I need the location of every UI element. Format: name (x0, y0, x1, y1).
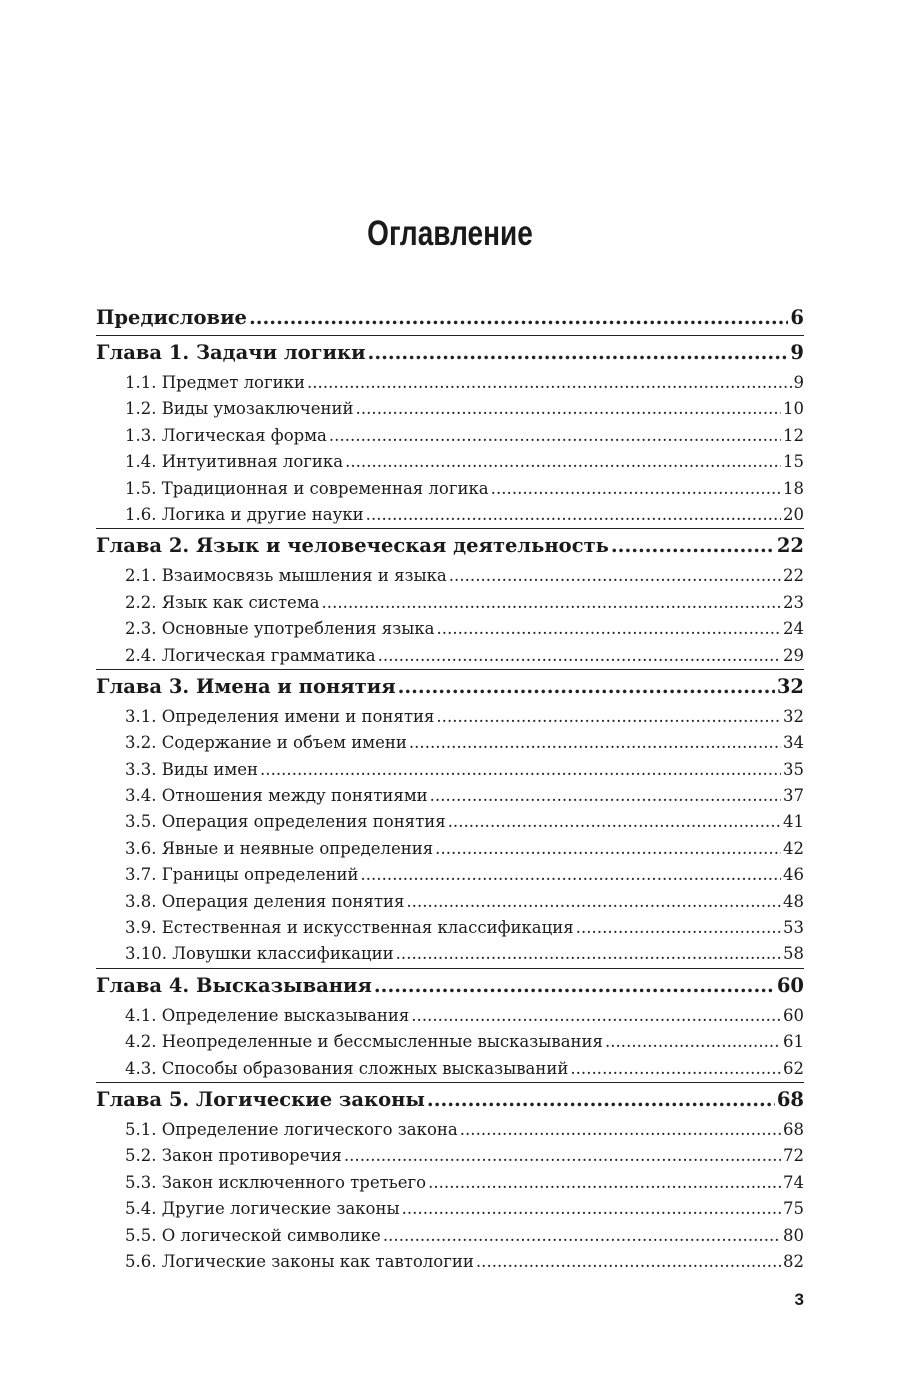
toc-section-title: 3.8. Операция деления понятия (125, 891, 405, 911)
toc-chapter-title: Предисловие (96, 306, 247, 329)
toc-chapter (96, 968, 804, 1082)
toc-section-page: 80 (783, 1225, 804, 1245)
toc-chapter-title: Глава 1. Задачи логики (96, 341, 366, 364)
toc-dot-leader (344, 1143, 781, 1169)
toc-section-entry[interactable] (96, 757, 804, 783)
toc-chapter-title: Глава 4. Высказывания (96, 973, 372, 997)
toc-section-page: 74 (783, 1172, 804, 1192)
toc-section-page: 15 (783, 452, 804, 472)
toc-dot-leader (378, 643, 781, 669)
toc-section-page: 9 (793, 373, 804, 392)
toc-section-title: 5.2. Закон противоречия (125, 1146, 342, 1166)
toc-section-entry[interactable] (96, 1029, 804, 1055)
toc-section-page: 75 (783, 1199, 804, 1219)
toc-dot-leader (360, 862, 781, 888)
toc-section-entry[interactable] (96, 889, 804, 915)
toc-section-title: 2.3. Основные употребления языка (125, 619, 435, 639)
toc-section-entry[interactable] (96, 730, 804, 756)
toc-section-page: 42 (783, 838, 804, 858)
toc-dot-leader (249, 301, 788, 335)
toc-dot-leader (435, 836, 781, 862)
toc-section-entry[interactable] (96, 836, 804, 862)
toc-dot-leader (460, 1117, 781, 1143)
toc-section-title: 3.1. Определения имени и понятия (125, 706, 435, 726)
toc-section-page: 41 (783, 812, 804, 832)
toc-section-entry[interactable] (96, 1117, 804, 1143)
toc-chapter-entry[interactable] (96, 301, 804, 335)
toc-dot-leader (409, 730, 781, 756)
toc-section-title: 2.1. Взаимосвязь мышления и языка (125, 566, 447, 586)
toc-dot-leader (476, 1249, 781, 1275)
toc-dot-leader (428, 1170, 781, 1196)
toc-chapter-title: Глава 5. Логические законы (96, 1087, 425, 1111)
toc-section-entry[interactable] (96, 616, 804, 642)
toc-dot-leader (329, 423, 781, 449)
toc-chapter-title: Глава 3. Имена и понятия (96, 674, 396, 698)
toc-chapter-page: 6 (790, 306, 804, 329)
toc-dot-leader (383, 1223, 781, 1249)
toc-section-page: 10 (783, 399, 804, 419)
toc-chapter (96, 1082, 804, 1275)
toc-section-entry[interactable] (96, 783, 804, 809)
toc-section-title: 1.6. Логика и другие науки (125, 504, 364, 524)
toc-section-title: 5.4. Другие логические законы (125, 1199, 400, 1219)
toc-section-entry[interactable] (96, 1056, 804, 1082)
toc-dot-leader (402, 1196, 781, 1222)
toc-section-entry[interactable] (96, 862, 804, 888)
toc-chapter (96, 669, 804, 968)
toc-section-title: 4.1. Определение высказывания (125, 1005, 410, 1025)
toc-dot-leader (605, 1029, 781, 1055)
toc-section-entry[interactable] (96, 704, 804, 730)
toc-chapter (96, 301, 804, 335)
toc-section-entry[interactable] (96, 563, 804, 589)
toc-section-entry[interactable] (96, 449, 804, 475)
toc-section-entry[interactable] (96, 1003, 804, 1029)
toc-chapter-page: 32 (776, 674, 804, 698)
table-of-contents (96, 301, 804, 1275)
toc-section-title: 1.2. Виды умозаключений (125, 399, 354, 419)
toc-section-entry[interactable] (96, 502, 804, 528)
toc-section-page: 61 (783, 1032, 804, 1052)
toc-section-page: 62 (783, 1058, 804, 1078)
toc-dot-leader (427, 1083, 775, 1117)
toc-section-title: 3.3. Виды имен (125, 759, 258, 779)
page-title: Оглавление (367, 214, 533, 253)
toc-section-entry[interactable] (96, 1143, 804, 1169)
toc-section-entry[interactable] (96, 1249, 804, 1275)
toc-dot-leader (368, 336, 789, 370)
toc-section-title: 1.5. Традиционная и современная логика (125, 478, 489, 498)
toc-chapter-entry[interactable] (96, 336, 804, 370)
toc-section-page: 82 (783, 1251, 804, 1271)
toc-chapter-entry[interactable] (96, 670, 804, 704)
toc-section-page: 72 (783, 1146, 804, 1166)
toc-dot-leader (345, 449, 781, 475)
toc-section-page: 48 (783, 891, 804, 911)
toc-section-title: 3.6. Явные и неявные определения (125, 838, 434, 858)
toc-section-entry[interactable] (96, 1196, 804, 1222)
toc-dot-leader (374, 969, 775, 1003)
toc-dot-leader (570, 1056, 781, 1082)
toc-section-entry[interactable] (96, 370, 804, 396)
toc-section-page: 58 (783, 944, 804, 964)
toc-dot-leader (260, 757, 781, 783)
toc-dot-leader (406, 889, 781, 915)
toc-dot-leader (307, 370, 792, 396)
toc-dot-leader (436, 616, 781, 642)
toc-section-title: 5.1. Определение логического закона (125, 1119, 458, 1139)
toc-dot-leader (356, 396, 781, 422)
toc-dot-leader (611, 529, 775, 563)
toc-section-title: 5.5. О логической символике (125, 1225, 381, 1245)
toc-section-page: 22 (783, 566, 804, 586)
toc-section-entry[interactable] (96, 915, 804, 941)
toc-section-entry[interactable] (96, 809, 804, 835)
toc-chapter (96, 335, 804, 528)
toc-section-title: 3.2. Содержание и объем имени (125, 733, 407, 753)
toc-dot-leader (448, 809, 781, 835)
toc-section-entry[interactable] (96, 423, 804, 449)
toc-dot-leader (436, 704, 781, 730)
toc-dot-leader (576, 915, 781, 941)
toc-section-title: 2.4. Логическая грамматика (125, 645, 376, 665)
toc-section-entry[interactable] (96, 1223, 804, 1249)
toc-section-title: 3.9. Естественная и искусственная классификация (125, 918, 574, 938)
toc-chapter-entry[interactable] (96, 1083, 804, 1117)
toc-section-page: 37 (783, 786, 804, 806)
page-number: 3 (794, 1290, 804, 1309)
toc-section-title: 3.5. Операция определения понятия (125, 812, 446, 832)
toc-chapter-page: 9 (790, 341, 804, 364)
toc-section-page: 23 (783, 592, 804, 612)
toc-section-page: 32 (783, 706, 804, 726)
toc-section-page: 12 (783, 425, 804, 445)
toc-dot-leader (396, 941, 781, 967)
toc-section-title: 4.3. Способы образования сложных высказываний (125, 1058, 569, 1078)
toc-section-title: 3.10. Ловушки классификации (125, 944, 394, 964)
toc-chapter-entry[interactable] (96, 969, 804, 1003)
toc-section-page: 68 (783, 1119, 804, 1139)
toc-section-entry[interactable] (96, 643, 804, 669)
toc-chapter-page: 60 (776, 973, 804, 997)
toc-section-title: 1.1. Предмет логики (125, 373, 305, 392)
toc-chapter-page: 68 (776, 1087, 804, 1111)
toc-dot-leader (322, 590, 782, 616)
toc-section-page: 34 (783, 733, 804, 753)
toc-section-page: 29 (783, 645, 804, 665)
toc-chapter (96, 528, 804, 669)
toc-section-title: 3.4. Отношения между понятиями (125, 786, 428, 806)
toc-section-title: 4.2. Неопределенные и бессмысленные высказывания (125, 1032, 603, 1052)
toc-section-page: 18 (783, 478, 804, 498)
toc-section-entry[interactable] (96, 590, 804, 616)
toc-section-page: 60 (783, 1005, 804, 1025)
toc-section-entry[interactable] (96, 396, 804, 422)
toc-section-page: 53 (783, 918, 804, 938)
toc-dot-leader (491, 476, 781, 502)
toc-section-title: 5.3. Закон исключенного третьего (125, 1172, 427, 1192)
toc-section-page: 35 (783, 759, 804, 779)
toc-section-page: 24 (783, 619, 804, 639)
toc-section-title: 3.7. Границы определений (125, 865, 359, 885)
toc-section-page: 46 (783, 865, 804, 885)
toc-section-page: 20 (783, 504, 804, 524)
toc-section-entry[interactable] (96, 941, 804, 967)
toc-section-entry[interactable] (96, 476, 804, 502)
toc-section-title: 1.4. Интуитивная логика (125, 452, 344, 472)
toc-dot-leader (411, 1003, 781, 1029)
toc-dot-leader (398, 670, 775, 704)
toc-section-entry[interactable] (96, 1170, 804, 1196)
toc-section-title: 1.3. Логическая форма (125, 425, 327, 445)
toc-chapter-title: Глава 2. Язык и человеческая деятельность (96, 534, 609, 558)
toc-dot-leader (366, 502, 781, 528)
toc-chapter-page: 22 (776, 534, 804, 558)
toc-section-title: 5.6. Логические законы как тавтологии (125, 1251, 474, 1271)
toc-dot-leader (430, 783, 781, 809)
toc-dot-leader (449, 563, 781, 589)
toc-section-title: 2.2. Язык как система (125, 592, 320, 612)
toc-chapter-entry[interactable] (96, 529, 804, 563)
